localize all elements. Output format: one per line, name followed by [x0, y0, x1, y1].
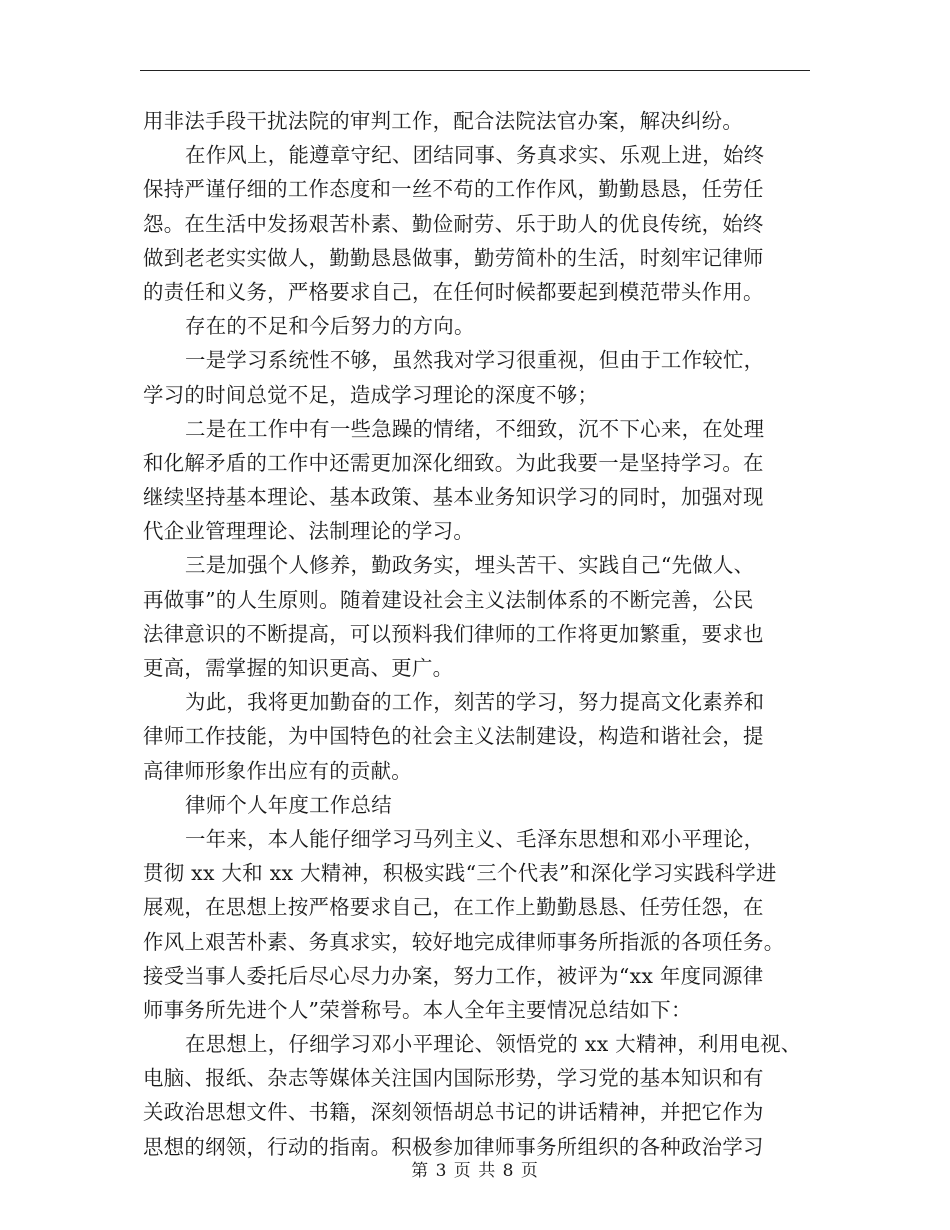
text-line: 接受当事人委托后尽心尽力办案，努力工作，被评为“xx 年度同源律: [143, 963, 764, 988]
text-line: 三是加强个人修养，勤政务实，埋头苦干、实践自己“先做人、: [185, 553, 755, 578]
text-line: 再做事”的人生原则。随着建设社会主义法制体系的不断完善，公民: [143, 587, 754, 612]
text-line: 二是在工作中有一些急躁的情绪，不细致，沉不下心来，在处理: [185, 416, 765, 441]
text-line: 保持严谨仔细的工作态度和一丝不苟的工作作风，勤勤恳恳，任劳任: [143, 177, 764, 202]
text-line: 在作风上，能遵章守纪、团结同事、务真求实、乐观上进，始终: [185, 143, 765, 168]
text-line: 一是学习系统性不够，虽然我对学习很重视，但由于工作较忙，: [185, 348, 765, 373]
text-line: 在思想上，仔细学习邓小平理论、领悟党的 xx 大精神，利用电视、: [185, 1032, 802, 1057]
text-line: 高律师形象作出应有的贡献。: [143, 758, 412, 783]
text-line: 思想的纲领，行动的指南。积极参加律师事务所组织的各种政治学习: [143, 1134, 764, 1159]
text-line: 法律意识的不断提高，可以预料我们律师的工作将更加繁重，要求也: [143, 621, 764, 646]
text-line: 为此，我将更加勤奋的工作，刻苦的学习，努力提高文化素养和: [185, 690, 765, 715]
text-line: 怨。在生活中发扬艰苦朴素、勤俭耐劳、乐于助人的优良传统，始终: [143, 211, 764, 236]
text-line: 更高，需掌握的知识更高、更广。: [143, 656, 454, 680]
document-body: [143, 104, 815, 1164]
text-line: 做到老老实实做人，勤勤恳恳做事，勤劳简朴的生活，时刻牢记律师: [143, 245, 764, 270]
page-footer: 第 3 页 共 8 页: [411, 1161, 539, 1181]
text-line: 用非法手段干扰法院的审判工作，配合法院法官办案，解决纠纷。: [143, 109, 744, 133]
text-line: 律师个人年度工作总结: [185, 792, 392, 817]
text-line: 和化解矛盾的工作中还需更加深化细致。为此我要一是坚持学习。在: [143, 450, 764, 475]
text-line: 展观，在思想上按严格要求自己，在工作上勤勤恳恳、任劳任怨，在: [143, 895, 764, 920]
text-line: 代企业管理理论、法制理论的学习。: [143, 519, 475, 544]
text-line: 存在的不足和今后努力的方向。: [185, 314, 475, 339]
text-line: 贯彻 xx 大和 xx 大精神，积极实践“三个代表”和深化学习实践科学进: [143, 861, 777, 886]
text-line: 电脑、报纸、杂志等媒体关注国内国际形势，学习党的基本知识和有: [143, 1066, 764, 1091]
text-line: 继续坚持基本理论、基本政策、基本业务知识学习的同时，加强对现: [143, 485, 764, 510]
text-line: 学习的时间总觉不足，造成学习理论的深度不够；: [143, 382, 599, 407]
text-line: 一年来，本人能仔细学习马列主义、毛泽东思想和邓小平理论，: [185, 826, 765, 851]
text-line: 师事务所先进个人”荣誉称号。本人全年主要情况总结如下：: [143, 997, 692, 1022]
text-line: 关政治思想文件、书籍，深刻领悟胡总书记的讲话精神，并把它作为: [143, 1100, 764, 1125]
header-rule: [140, 70, 810, 71]
text-line: 律师工作技能，为中国特色的社会主义法制建设，构造和谐社会，提: [143, 724, 764, 749]
text-line: 的责任和义务，严格要求自己，在任何时候都要起到模范带头作用。: [143, 279, 764, 304]
text-line: 作风上艰苦朴素、务真求实，较好地完成律师事务所指派的各项任务。: [143, 929, 785, 954]
